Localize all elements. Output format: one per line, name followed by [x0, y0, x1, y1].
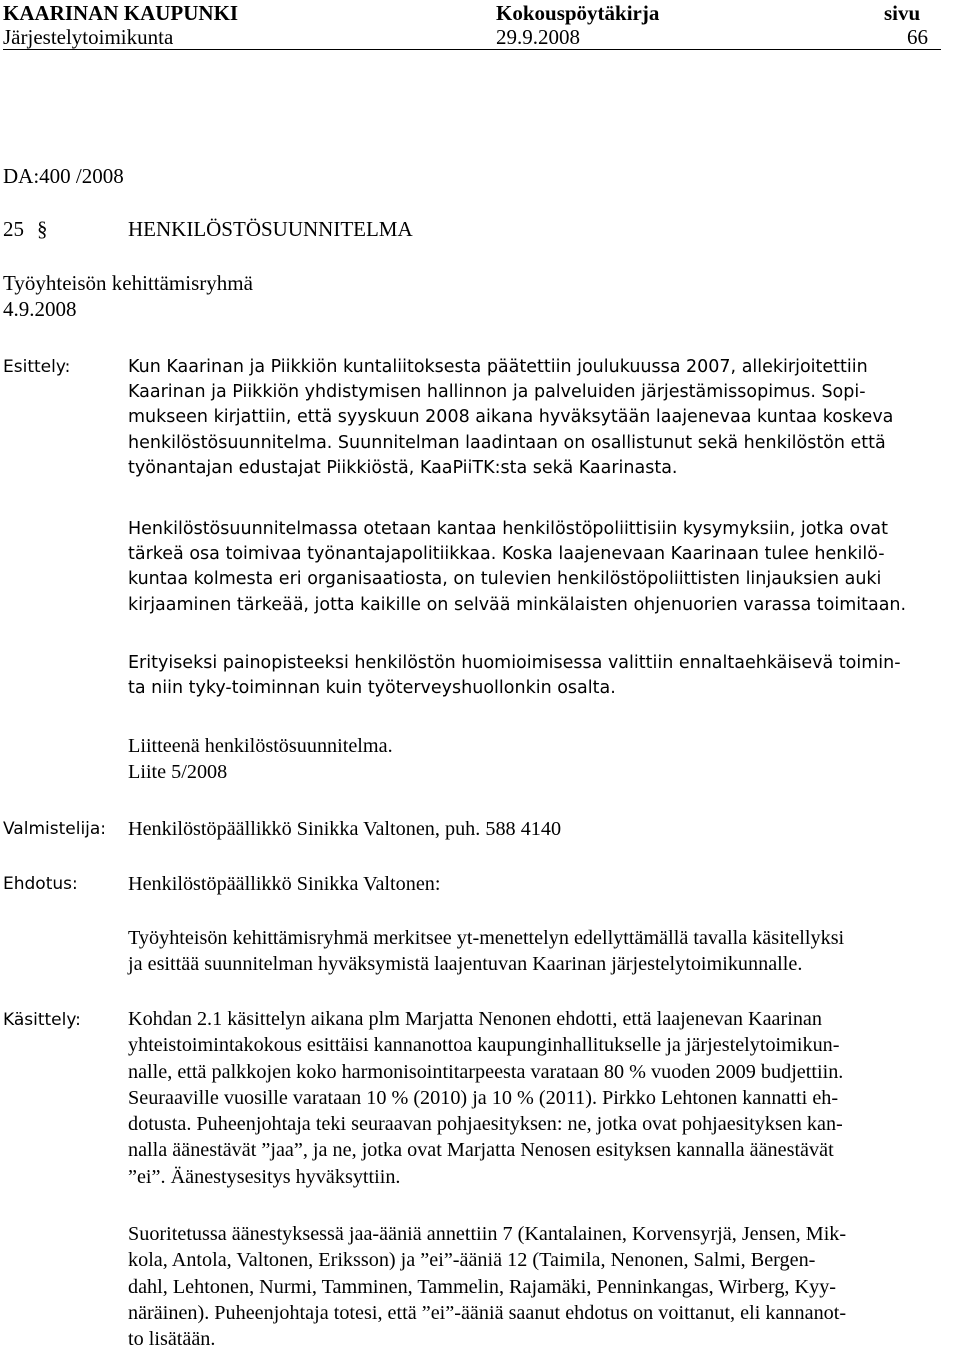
text-line: kuntaa kolmesta eri organisaatiosta, on tulevien henkilöstöpoliittisten linjauksien auki: [128, 569, 882, 590]
diary-number: DA:400 /2008: [3, 164, 124, 188]
section-title: HENKILÖSTÖSUUNNITELMA: [128, 217, 413, 241]
attachment-note: [128, 733, 956, 786]
text-line: nalla äänestävät ”jaa”, ja ne, jotka ovat Marjatta Nenosen esityksen kannalla äänestävät: [128, 1139, 834, 1162]
text-line: Seuraaville vuosille varataan 10 % (2010) ja 10 % (2011). Pirkko Lehtonen kannatti eh-: [128, 1086, 839, 1109]
text-line: Liite 5/2008: [128, 761, 228, 784]
text-line: Henkilöstösuunnitelmassa otetaan kantaa henkilöstöpoliittisiin kysymyksiin, jotka ovat: [128, 519, 889, 539]
body-name: Järjestelytoimikunta: [3, 25, 174, 49]
esittely-label: Esittely:: [3, 357, 71, 377]
text-line: nalle, että palkkojen koko harmonisointitarpeesta varataan 80 % vuoden 2009 budjettiin.: [128, 1060, 844, 1083]
section-symbol: §: [37, 217, 48, 241]
text-line: tärkeä osa toimivaa työnantajapolitiikkaa. Koska laajenevaan Kaarinaan tulee henkilö-: [128, 544, 885, 565]
page-number: 66: [907, 25, 928, 49]
org-name: KAARINAN KAUPUNKI: [3, 1, 239, 25]
valmistelija-label: Valmistelija:: [3, 819, 107, 839]
esittely-paragraph-2: [128, 517, 956, 618]
meeting-date: 29.9.2008: [496, 25, 580, 49]
document-type: Kokouspöytäkirja: [496, 1, 660, 25]
text-line: Kaarinan ja Piikkiön yhdistymisen hallinnon ja palveluiden järjestämissopimus. Sopi-: [128, 382, 866, 403]
text-line: kola, Antola, Valtonen, Eriksson) ja ”ei”-ääniä 12 (Taimila, Nenonen, Salmi, Bergen-: [128, 1249, 816, 1272]
text-line: ”ei”. Äänestysesitys hyväksyttiin.: [128, 1165, 401, 1188]
esittely-paragraph-1: [128, 355, 956, 481]
esittely-paragraph-3: [128, 651, 956, 701]
text-line: ta niin tyky-toiminnan kuin työterveyshuollonkin osalta.: [128, 678, 616, 699]
page-label: sivu: [884, 1, 921, 25]
kasittely-paragraph-1: [128, 1006, 956, 1190]
valmistelija-value: Henkilöstöpäällikkö Sinikka Valtonen, puh. 588 4140: [128, 818, 562, 840]
text-line: Liitteenä henkilöstösuunnitelma.: [128, 735, 393, 757]
header-divider: [3, 49, 941, 50]
text-line: Suoritetussa äänestyksessä jaa-ääniä annettiin 7 (Kantalainen, Korvensyrjä, Jensen, Mik-: [128, 1223, 847, 1245]
text-line: henkilöstösuunnitelma. Suunnitelman laadintaan on osallistunut sekä henkilöstön että: [128, 432, 886, 453]
text-line: mukseen kirjattiin, että syyskuun 2008 aikana hyväksytään laajenevaa kuntaa koskeva: [128, 407, 894, 428]
text-line: työnantajan edustajat Piikkiöstä, KaaPiiTK:sta sekä Kaarinasta.: [128, 457, 678, 478]
text-line: ja esittää suunnitelman hyväksymistä laajentuvan Kaarinan järjestelytoimikunnalle.: [128, 953, 803, 976]
text-line: dahl, Lehtonen, Nurmi, Tamminen, Tammelin, Rajamäki, Penninkangas, Wirberg, Kyy-: [128, 1275, 837, 1298]
kasittely-paragraph-2: [128, 1221, 956, 1352]
section-number: 25: [3, 217, 24, 241]
text-line: Erityiseksi painopisteeksi henkilöstön huomioimisessa valittiin ennaltaehkäisevä toimin-: [128, 653, 901, 673]
text-line: Kun Kaarinan ja Piikkiön kuntaliitoksesta päätettiin joulukuussa 2007, allekirjoitettiin: [128, 357, 868, 377]
ehdotus-proposer: Henkilöstöpäällikkö Sinikka Valtonen:: [128, 873, 441, 895]
text-line: yhteistoimintakokous esittäisi kannanottoa kaupunginhallitukselle ja järjestelytoimikun-: [128, 1034, 840, 1057]
ehdotus-text: [128, 925, 956, 978]
text-line: näräinen). Puheenjohtaja totesi, että ”ei”-ääniä saanut ehdotus on voittanut, eli kannanot-: [128, 1301, 847, 1324]
text-line: Kohdan 2.1 käsittelyn aikana plm Marjatta Nenonen ehdotti, että laajenevan Kaarinan: [128, 1008, 822, 1030]
kasittely-label: Käsittely:: [3, 1010, 81, 1030]
text-line: kirjaaminen tärkeää, jotta kaikille on selvää minkälaisten ohjenuorien varassa toimitaan.: [128, 594, 907, 615]
text-line: to lisätään.: [128, 1328, 216, 1351]
text-line: Työyhteisön kehittämisryhmä merkitsee yt-menettelyn edellyttämällä tavalla käsitellyksi: [128, 927, 845, 949]
group-date: 4.9.2008: [3, 297, 77, 321]
text-line: dotusta. Puheenjohtaja teki seuraavan pohjaesityksen: ne, jotka ovat pohjaesityksen kan-: [128, 1113, 843, 1136]
ehdotus-label: Ehdotus:: [3, 874, 78, 894]
group-name: Työyhteisön kehittämisryhmä: [3, 271, 253, 295]
